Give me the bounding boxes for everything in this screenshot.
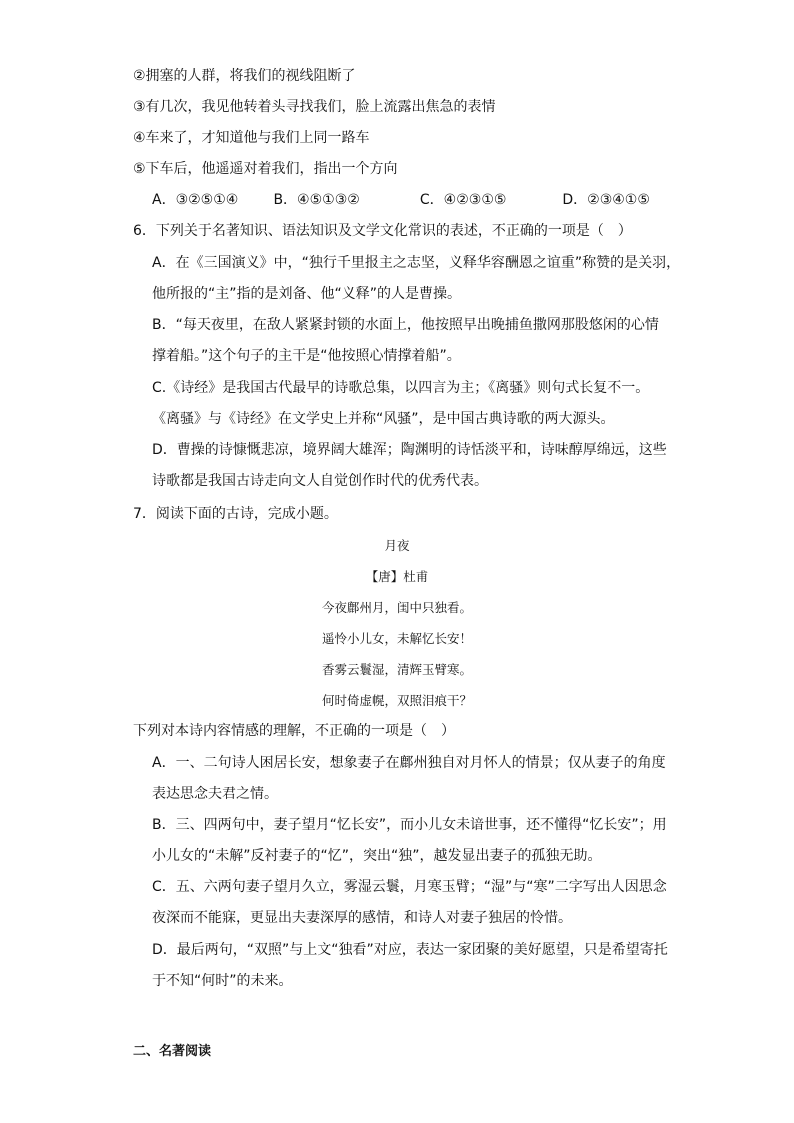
order-item-3: ③有几次，我见他转着头寻找我们，脸上流露出焦急的表情 <box>133 99 496 115</box>
q6-option-c-line1: C.《诗经》是我国古代最早的诗歌总集，以四言为主；《离骚》则句式长复不一。 <box>152 380 650 396</box>
q7-option-d-line2: 于不知“何时”的未来。 <box>152 973 293 989</box>
q6-option-d-line2: 诗歌都是我国古诗走向文人自觉创作时代的优秀代表。 <box>152 473 488 489</box>
poem-line: 何时倚虚幌，双照泪痕干？ <box>321 693 472 708</box>
q6-option-a-line1: A．在《三国演义》中，“独行千里报主之志坚，义释华容酬恩之谊重”称赞的是关羽， <box>152 255 681 271</box>
q5-options <box>152 190 650 210</box>
q5-option-b: B．④⑤①③② <box>273 192 360 208</box>
q7-option-d-line1: D．最后两句，“双照”与上文“独看”对应，表达一家团聚的美好愿望，只是希望寄托 <box>152 942 668 958</box>
q7-option-b-line2: 小儿女的“未解”反衬妻子的“忆”，突出“独”，越发显出妻子的孤独无助。 <box>152 848 602 864</box>
q6-option-a-line2: 他所报的“主”指的是刘备、他“义释”的人是曹操。 <box>152 286 462 302</box>
q5-option-c: C．④②③①⑤ <box>419 192 507 208</box>
q6-option-c-line2: 《离骚》与《诗经》在文学史上并称“风骚”，是中国古典诗歌的两大源头。 <box>152 411 615 427</box>
q6-option-b-line2: 撑着船。”这个句子的主干是“他按照心情撑着船”。 <box>152 348 461 364</box>
order-item-4: ④车来了，才知道他与我们上同一路车 <box>133 130 370 146</box>
q7-option-a-line1: A．一、二句诗人困居长安，想象妻子在鄜州独自对月怀人的情景；仅从妻子的角度 <box>152 755 666 771</box>
q6-option-d-line1: D．曹操的诗慷慨悲凉，境界阔大雄浑；陶渊明的诗恬淡平和，诗味醇厚绵远，这些 <box>152 442 667 458</box>
q7-option-c-line2: 夜深而不能寐，更显出夫妻深厚的感情，和诗人对妻子独居的怜惜。 <box>152 910 572 926</box>
poem-title: 月夜 <box>384 538 410 553</box>
poem-author: 【唐】杜甫 <box>365 569 429 584</box>
q7-question: 下列对本诗内容情感的理解，不正确的一项是（ ） <box>133 723 455 739</box>
order-item-2: ②拥塞的人群，将我们的视线阻断了 <box>133 68 356 84</box>
poem-line: 香雾云鬟湿，清辉玉臂寒。 <box>321 662 472 677</box>
q7-stem: 7．阅读下面的古诗，完成小题。 <box>133 506 338 522</box>
q5-option-a: A．③②⑤①④ <box>152 192 239 208</box>
poem-line: 今夜鄜州月，闺中只独看。 <box>321 600 472 615</box>
q6-option-b-line1: B．“每天夜里，在敌人紧紧封锁的水面上，他按照早出晚捕鱼撒网那股悠闲的心情 <box>152 317 659 333</box>
q7-option-c-line1: C．五、六两句妻子望月久立，雾湿云鬟，月寒玉臂；“湿”与“寒”二字写出人因思念 <box>152 879 667 895</box>
poem-line: 遥怜小儿女，未解忆长安！ <box>321 631 472 646</box>
q5-option-d: D．②③④①⑤ <box>562 192 650 208</box>
q7-option-a-line2: 表达思念夫君之情。 <box>152 786 278 802</box>
q6-stem: 6．下列关于名著知识、语法知识及文学文化常识的表述，不正确的一项是（ ） <box>133 223 632 239</box>
section-title: 二、名著阅读 <box>133 1044 212 1059</box>
order-item-5: ⑤下车后，他遥遥对着我们，指出一个方向 <box>133 161 398 177</box>
q7-option-b-line1: B．三、四两句中，妻子望月“忆长安”，而小儿女未谙世事，还不懂得“忆长安”；用 <box>152 817 667 833</box>
